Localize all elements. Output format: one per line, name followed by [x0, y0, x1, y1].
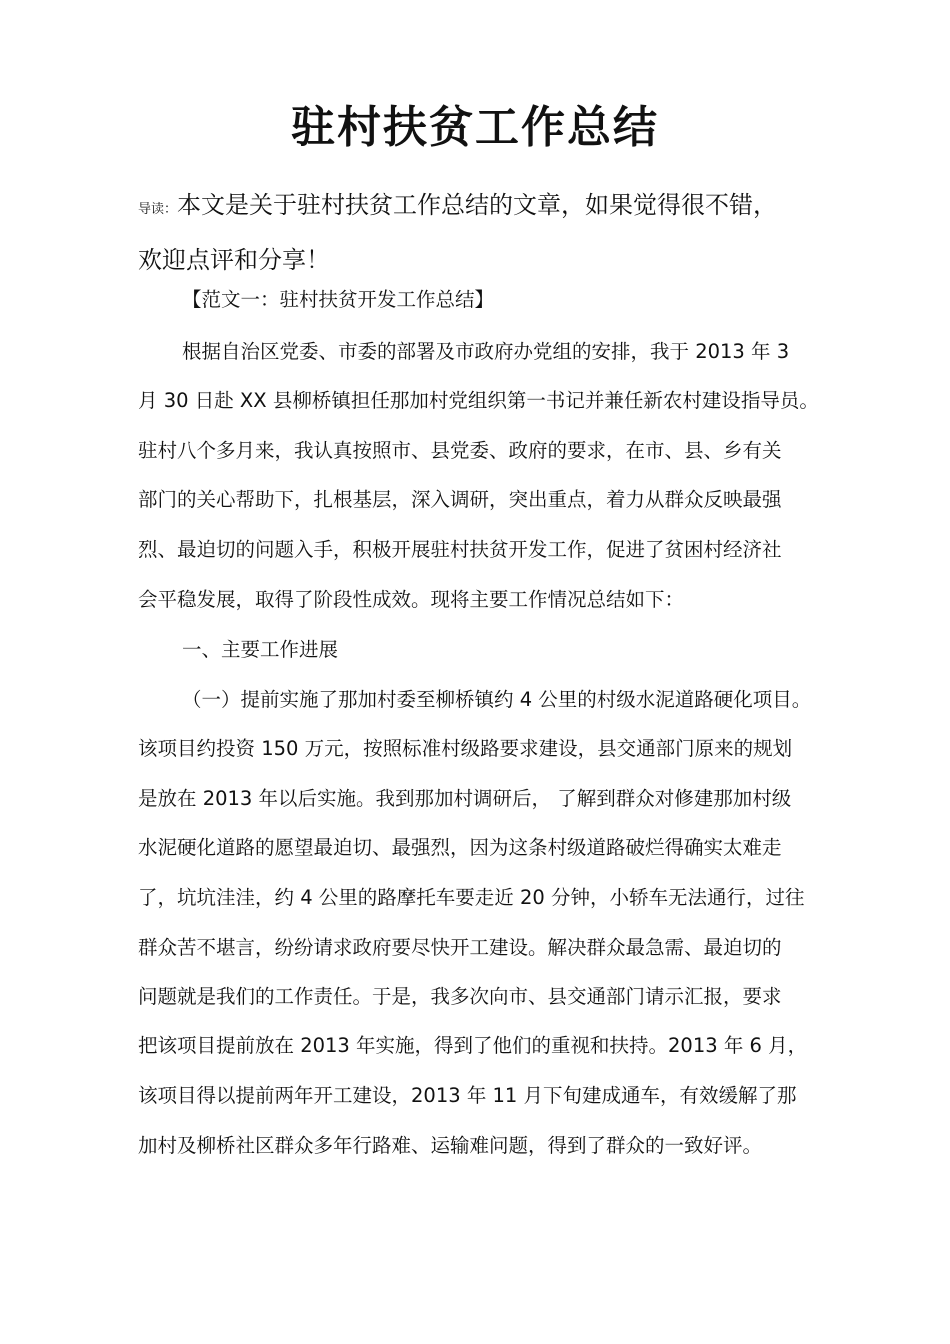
- paragraph-line: 月 30 日赴 XX 县柳桥镇担任那加村党组织第一书记并兼任新农村建设指导员。: [138, 389, 819, 412]
- paragraph-line: 群众苦不堪言，纷纷请求政府要尽快开工建设。解决群众最急需、最迫切的: [138, 936, 782, 959]
- paragraph-line: 根据自治区党委、市委的部署及市政府办党组的安排，我于 2013 年 3: [182, 340, 790, 363]
- paragraph-line: （一）提前实施了那加村委至柳桥镇约 4 公里的村级水泥道路硬化项目。: [182, 688, 812, 711]
- paragraph-line: 问题就是我们的工作责任。于是，我多次向市、县交通部门请示汇报，要求: [138, 985, 782, 1008]
- paragraph-line: 部门的关心帮助下，扎根基层，深入调研，突出重点，着力从群众反映最强: [138, 488, 782, 511]
- paragraph-line: 该项目约投资 150 万元，按照标准村级路要求建设，县交通部门原来的规划: [138, 737, 793, 760]
- paragraph-line: 会平稳发展，取得了阶段性成效。现将主要工作情况总结如下：: [138, 588, 685, 611]
- section-heading: 一、主要工作进展: [182, 638, 339, 661]
- intro-line-2: 欢迎点评和分享！: [138, 246, 330, 274]
- intro-label: 导读：: [138, 202, 178, 217]
- paragraph-line: 水泥硬化道路的愿望最迫切、最强烈，因为这条村级道路破烂得确实太难走: [138, 836, 782, 859]
- intro-block: [138, 180, 838, 285]
- heading-sample-1: 【范文一：驻村扶贫开发工作总结】: [182, 288, 495, 311]
- paragraph-line: 驻村八个多月来，我认真按照市、县党委、政府的要求，在市、县、乡有关: [138, 439, 782, 462]
- paragraph-line: 了，坑坑洼洼，约 4 公里的路摩托车要走近 20 分钟，小轿车无法通行，过往: [138, 886, 805, 909]
- intro-line-1: [138, 180, 838, 235]
- paragraph-line: 加村及柳桥社区群众多年行路难、运输难问题，得到了群众的一致好评。: [138, 1134, 763, 1157]
- paragraph-line: 烈、最迫切的问题入手，积极开展驻村扶贫开发工作，促进了贫困村经济社: [138, 538, 782, 561]
- document-title: 驻村扶贫工作总结: [291, 102, 659, 153]
- intro-text-1: 本文是关于驻村扶贫工作总结的文章，如果觉得很不错，: [177, 191, 778, 219]
- paragraph-line: 是放在 2013 年以后实施。我到那加村调研后， 了解到群众对修建那加村级: [138, 787, 792, 810]
- paragraph-line: 把该项目提前放在 2013 年实施，得到了他们的重视和扶持。2013 年 6 月，: [138, 1034, 808, 1057]
- paragraph-line: 该项目得以提前两年开工建设，2013 年 11 月下旬建成通车，有效缓解了那: [138, 1084, 797, 1107]
